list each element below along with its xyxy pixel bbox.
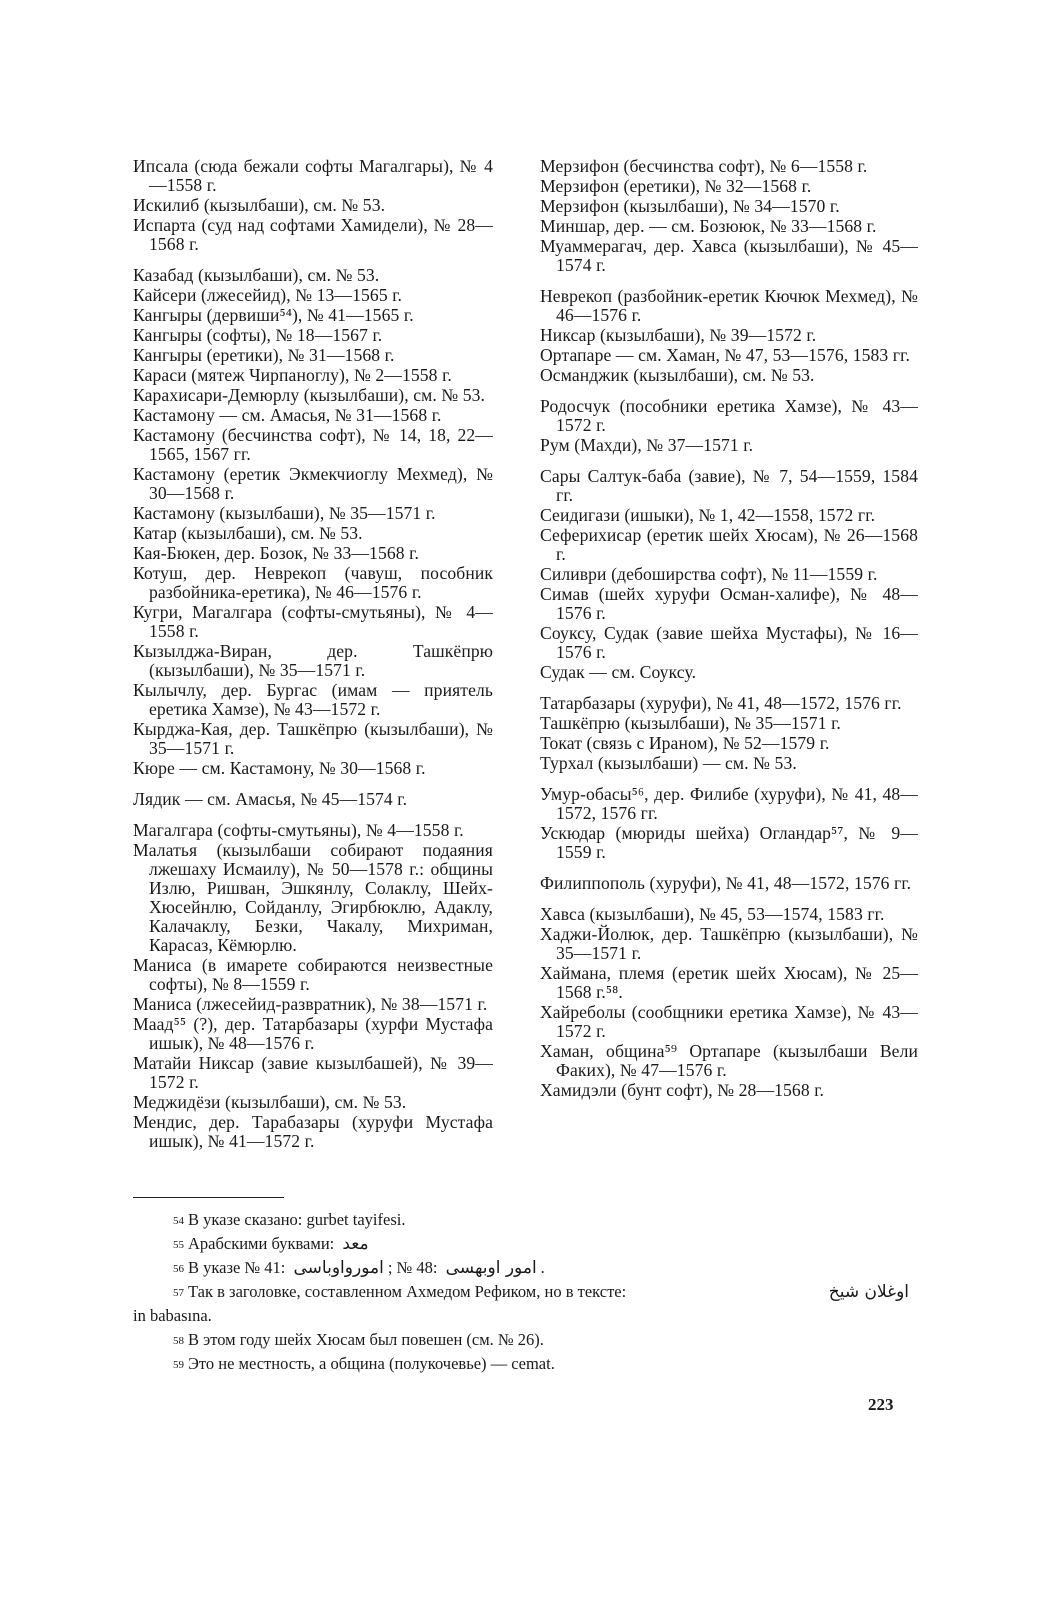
- arabic-word: امور اوبهسی: [445, 1258, 537, 1278]
- footnote-57: [133, 1281, 913, 1303]
- index-entry: Меджидёзи (кызылбаши), см. № 53.: [133, 1092, 407, 1112]
- index-entry: Судак — см. Соуксу.: [540, 662, 697, 682]
- footnote-text: В указе № 41:: [188, 1258, 286, 1277]
- index-entry: Хавса (кызылбаши), № 45, 53—1574, 1583 гг.: [540, 904, 885, 924]
- index-column-right: [540, 157, 918, 1101]
- footnote-number: 57: [173, 1287, 184, 1299]
- index-entry: Матайи Никсар (завие кызылбашей), № 39—1572 г.: [133, 1053, 493, 1092]
- footnote-number: 59: [173, 1359, 184, 1371]
- index-entry: Кая-Бюкен, дер. Бозок, № 33—1568 г.: [133, 543, 419, 563]
- index-entry: Мендис, дер. Тарабазары (хуруфи Мустафа ишык), № 41—1572 г.: [133, 1112, 493, 1151]
- index-entry: Рум (Махди), № 37—1571 г.: [540, 435, 754, 455]
- index-entry: Мерзифон (бесчинства софт), № 6—1558 г.: [540, 156, 868, 176]
- index-entry: Сеидигази (ишыки), № 1, 42—1558, 1572 гг.: [540, 505, 876, 525]
- index-entry: Маниса (лжесейид-развратник), № 38—1571 г.: [133, 994, 488, 1014]
- index-entry: Силиври (дебоширства софт), № 11—1559 г.: [540, 564, 878, 584]
- footnote-57-continuation: in babasına.: [133, 1306, 212, 1325]
- footnote-text: В указе сказано: gurbet tayifesi.: [188, 1210, 406, 1229]
- footnote-text: ; № 48:: [387, 1258, 438, 1277]
- index-entry: Неврекоп (разбойник-еретик Кючюк Мехмед), № 46—1576 г.: [540, 286, 918, 325]
- footnote-text: Арабскими буквами:: [188, 1234, 335, 1253]
- index-entry: Умур-обасы⁵⁶, дер. Филибе (хуруфи), № 41, 48—1572, 1576 гг.: [540, 784, 918, 823]
- index-entry: Кылычлу, дер. Бургас (имам — приятель еретика Хамзе), № 43—1572 г.: [133, 680, 493, 719]
- index-entry: Сары Салтук-баба (завие), № 7, 54—1559, 1584 гг.: [540, 466, 918, 505]
- index-entry: Ускюдар (мюриды шейха) Огландар⁵⁷, № 9—1559 г.: [540, 823, 918, 862]
- index-entry: Симав (шейх хуруфи Осман-халифе), № 48—1576 г.: [540, 584, 918, 623]
- arabic-word: معد: [342, 1234, 369, 1254]
- footnote-number: 54: [173, 1215, 184, 1227]
- index-entry: Кырджа-Кая, дер. Ташкёпрю (кызылбаши), № 35—1571 г.: [133, 719, 493, 758]
- index-entry: Кастамону (бесчинства софт), № 14, 18, 22—1565, 1567 гг.: [133, 425, 493, 464]
- footnote-text: Это не местность, а община (полукочевье) — cemat.: [188, 1354, 555, 1373]
- index-entry: Татарбазары (хуруфи), № 41, 48—1572, 1576 гг.: [540, 693, 902, 713]
- index-entry: Ортапаре — см. Хаман, № 47, 53—1576, 1583 гг.: [540, 345, 910, 365]
- index-entry: Маниса (в имарете собираются неизвестные софты), № 8—1559 г.: [133, 955, 493, 994]
- index-entry: Кастамону — см. Амасья, № 31—1568 г.: [133, 405, 442, 425]
- index-entry: Османджик (кызылбаши), см. № 53.: [540, 365, 815, 385]
- footnote-number: 56: [173, 1263, 184, 1275]
- footnote-text: В этом году шейх Хюсам был повешен (см. № 26).: [188, 1330, 544, 1349]
- footnote-number: 55: [173, 1239, 184, 1251]
- index-entry: Испарта (суд над софтами Хамидели), № 28—1568 г.: [133, 215, 493, 254]
- index-entry: Лядик — см. Амасья, № 45—1574 г.: [133, 789, 408, 809]
- index-entry: Муаммерагач, дер. Хавса (кызылбаши), № 45—1574 г.: [540, 236, 918, 275]
- index-entry: Кангыры (еретики), № 31—1568 г.: [133, 345, 395, 365]
- index-entry: Ипсала (сюда бежали софты Магалгары), № 4—1558 г.: [133, 156, 493, 195]
- index-entry: Кангыры (софты), № 18—1567 г.: [133, 325, 383, 345]
- footnote-text: .: [540, 1258, 545, 1277]
- index-entry: Сеферихисар (еретик шейх Хюсам), № 26—1568 г.: [540, 525, 918, 564]
- index-entry: Хамидэли (бунт софт), № 28—1568 г.: [540, 1080, 825, 1100]
- footnote-text: Так в заголовке, составленном Ахмедом Рефиком, но в тексте:: [188, 1282, 627, 1301]
- index-entry: Карахисари-Демюрлу (кызылбаши), см. № 53.: [133, 385, 486, 405]
- footnote-59: [133, 1353, 913, 1375]
- index-entry: Хаймана, племя (еретик шейх Хюсам), № 25—1568 г.⁵⁸.: [540, 963, 918, 1002]
- index-entry: Искилиб (кызылбаши), см. № 53.: [133, 195, 386, 215]
- index-entry: Кангыры (дервиши⁵⁴), № 41—1565 г.: [133, 305, 414, 325]
- index-entry: Кастамону (кызылбаши), № 35—1571 г.: [133, 503, 436, 523]
- index-entry: Кастамону (еретик Экмекчиоглу Мехмед), № 30—1568 г.: [133, 464, 493, 503]
- index-entry: Соуксу, Судак (завие шейха Мустафы), № 16—1576 г.: [540, 623, 918, 662]
- index-entry: Кызылджа-Виран, дер. Ташкёпрю (кызылбаши), № 35—1571 г.: [133, 641, 493, 680]
- page-number: 223: [868, 1395, 894, 1414]
- index-entry: Кайсери (лжесейид), № 13—1565 г.: [133, 285, 403, 305]
- index-entry: Мерзифон (кызылбаши), № 34—1570 г.: [540, 196, 840, 216]
- index-entry: Кугри, Магалгара (софты-смутьяны), № 4—1558 г.: [133, 602, 493, 641]
- index-entry: Караси (мятеж Чирпаноглу), № 2—1558 г.: [133, 365, 452, 385]
- index-column-left: [133, 157, 493, 1152]
- footnote-56: [133, 1257, 913, 1279]
- index-entry: Магалгара (софты-смутьяны), № 4—1558 г.: [133, 820, 464, 840]
- footnote-54: [133, 1209, 913, 1231]
- footnote-number: 58: [173, 1335, 184, 1347]
- arabic-word: امورواوباسی: [293, 1258, 384, 1278]
- index-entry: Малатья (кызылбаши собирают подаяния лжешаху Исмаилу), № 50—1578 г.: общины Излю, Ришван, Эшкянлу, Солаклу, Шейх-Хюсейнлю, Сойданлу, Эгирбюклю, Адаклу, Калачаклу, Безки, Чакалу, Михриман, Карасаз, Кёмюрлю.: [133, 840, 493, 955]
- arabic-word: اوغلان شیخ: [828, 1282, 909, 1302]
- index-entry: Турхал (кызылбаши) — см. № 53.: [540, 753, 797, 773]
- index-entry: Маад⁵⁵ (?), дер. Татарбазары (хурфи Мустафа ишык), № 48—1576 г.: [133, 1014, 493, 1053]
- index-entry: Филиппополь (хуруфи), № 41, 48—1572, 1576 гг.: [540, 873, 912, 893]
- index-entry: Никсар (кызылбаши), № 39—1572 г.: [540, 325, 817, 345]
- index-entry: Хаман, община⁵⁹ Ортапаре (кызылбаши Вели Факих), № 47—1576 г.: [540, 1041, 918, 1080]
- footnote-55: [133, 1233, 913, 1255]
- footnote-divider: [133, 1197, 284, 1198]
- index-entry: Катар (кызылбаши), см. № 53.: [133, 523, 363, 543]
- footnotes: [133, 1209, 913, 1377]
- index-entry: Родосчук (пособники еретика Хамзе), № 43—1572 г.: [540, 396, 918, 435]
- footnote-58: [133, 1329, 913, 1351]
- index-entry: Ташкёпрю (кызылбаши), № 35—1571 г.: [540, 713, 841, 733]
- index-entry: Хайреболы (сообщники еретика Хамзе), № 43—1572 г.: [540, 1002, 918, 1041]
- index-entry: Котуш, дер. Неврекоп (чавуш, пособник разбойника-еретика), № 46—1576 г.: [133, 563, 493, 602]
- index-entry: Казабад (кызылбаши), см. № 53.: [133, 265, 380, 285]
- index-entry: Кюре — см. Кастамону, № 30—1568 г.: [133, 758, 426, 778]
- index-entry: Токат (связь с Ираном), № 52—1579 г.: [540, 733, 830, 753]
- index-entry: Мерзифон (еретики), № 32—1568 г.: [540, 176, 812, 196]
- index-entry: Хаджи-Йолюк, дер. Ташкёпрю (кызылбаши), № 35—1571 г.: [540, 924, 918, 963]
- index-entry: Миншар, дер. — см. Бозююк, № 33—1568 г.: [540, 216, 877, 236]
